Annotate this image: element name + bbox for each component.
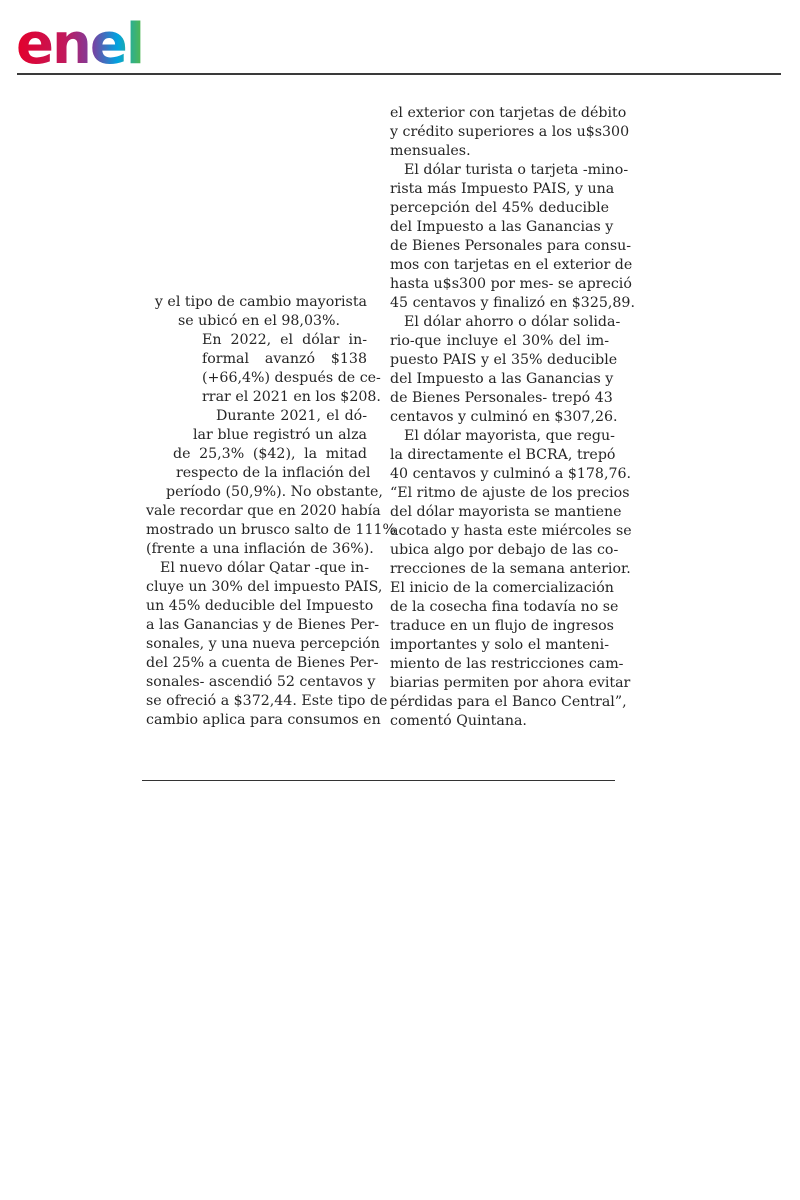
text-line: del Impuesto a las Ganancias y: [390, 371, 614, 387]
article-column-left: [146, 293, 396, 730]
text-line: un 45% deducible del Impuesto: [146, 598, 374, 614]
text-line: formal avanzó $138: [202, 351, 367, 367]
text-line: sonales- ascendió 52 centavos y: [146, 674, 376, 690]
text-line: percepción del 45% deducible: [390, 200, 609, 216]
text-line: lar blue registró un alza: [193, 427, 367, 443]
text-line: Durante 2021, el dó-: [216, 408, 367, 424]
text-line: El dólar ahorro o dólar solida-: [404, 314, 621, 330]
article-column-right: [390, 104, 635, 731]
text-line: acotado y hasta este miércoles se: [390, 523, 632, 539]
text-line: del 25% a cuenta de Bienes Per-: [146, 655, 379, 671]
text-line: de la cosecha fina todavía no se: [390, 599, 619, 615]
text-line: mos con tarjetas en el exterior de: [390, 257, 633, 273]
text-line: se ubicó en el 98,03%.: [177, 313, 340, 329]
text-line: El dólar mayorista, que regu-: [404, 428, 615, 444]
text-line: cluye un 30% del impuesto PAIS,: [146, 579, 383, 595]
text-line: y el tipo de cambio mayorista: [154, 294, 367, 310]
enel-logo: [16, 6, 181, 68]
text-line: traduce en un flujo de ingresos: [390, 618, 614, 634]
text-line: El dólar turista o tarjeta -mino-: [404, 162, 629, 178]
text-line: período (50,9%). No obstante,: [166, 484, 383, 500]
text-line: del dólar mayorista se mantiene: [390, 504, 622, 520]
text-line: El nuevo dólar Qatar -que in-: [160, 560, 369, 576]
text-line: hasta u$s300 por mes- se apreció: [390, 276, 632, 292]
text-line: de Bienes Personales para consu-: [390, 238, 632, 254]
text-line: la directamente el BCRA, trepó: [390, 447, 616, 463]
text-line: rrecciones de la semana anterior.: [390, 561, 631, 577]
text-line: cambio aplica para consumos en: [146, 712, 381, 728]
text-line: biarias permiten por ahora evitar: [390, 675, 631, 691]
text-line: vale recordar que en 2020 había: [146, 503, 381, 519]
text-line: centavos y culminó en $307,26.: [390, 409, 618, 425]
text-line: a las Ganancias y de Bienes Per-: [146, 617, 380, 633]
text-line: pérdidas para el Banco Central”,: [390, 694, 627, 710]
text-line: (frente a una inflación de 36%).: [146, 541, 374, 557]
text-line: En 2022, el dólar in-: [202, 332, 367, 348]
text-line: del Impuesto a las Ganancias y: [390, 219, 614, 235]
text-line: miento de las restricciones cam-: [390, 656, 624, 672]
text-line: se ofreció a $372,44. Este tipo de: [146, 693, 388, 709]
text-line: el exterior con tarjetas de débito: [390, 105, 627, 121]
header-divider: [17, 73, 781, 75]
text-line: rrar el 2021 en los $208.: [202, 389, 381, 405]
text-line: sonales, y una nueva percepción: [146, 636, 380, 652]
text-line: rio-que incluye el 30% del im-: [390, 333, 609, 349]
text-line: de Bienes Personales- trepó 43: [390, 390, 613, 406]
text-line: mostrado un brusco salto de 111%: [146, 522, 396, 538]
text-line: de 25,3% ($42), la mitad: [173, 446, 367, 462]
text-line: comentó Quintana.: [390, 713, 527, 729]
text-line: respecto de la inflación del: [176, 465, 371, 481]
text-line: El inicio de la comercialización: [390, 580, 614, 596]
text-line: mensuales.: [390, 143, 471, 159]
text-line: y crédito superiores a los u$s300: [390, 124, 630, 140]
text-line: 40 centavos y culminó a $178,76.: [390, 466, 632, 482]
text-line: (+66,4%) después de ce-: [202, 370, 381, 386]
text-line: rista más Impuesto PAIS, y una: [390, 181, 615, 197]
text-line: importantes y solo el manteni-: [390, 637, 609, 653]
text-line: “El ritmo de ajuste de los precios: [390, 485, 630, 501]
text-line: 45 centavos y finalizó en $325,89.: [390, 295, 635, 311]
svg-text:enel: enel: [16, 12, 144, 68]
article-bottom-divider: [142, 780, 615, 781]
text-line: ubica algo por debajo de las co-: [390, 542, 619, 558]
text-line: puesto PAIS y el 35% deducible: [390, 352, 618, 368]
